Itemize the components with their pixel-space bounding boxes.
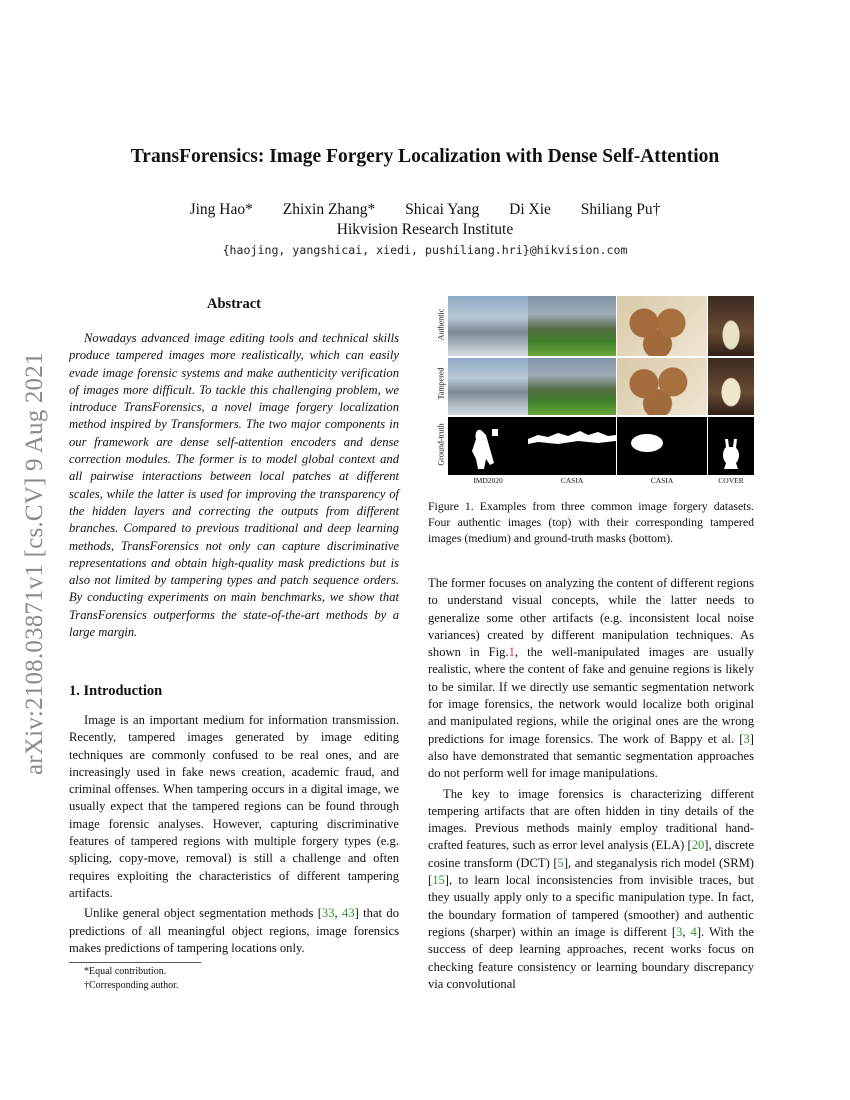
mask-shape — [708, 417, 754, 475]
image-tampered-casia-2 — [617, 358, 707, 415]
mask-shape — [448, 417, 528, 475]
mask-shape — [528, 417, 616, 475]
citation-link[interactable]: 20 — [691, 838, 705, 853]
citation-link[interactable]: 43 — [342, 906, 355, 921]
image-authentic-imd2020 — [448, 296, 528, 356]
column-label: IMD2020 — [473, 476, 503, 485]
figure-caption: Figure 1. Examples from three common image forgery datasets. Four authentic images (top) with their corresponding tampered images (medium) and ground-truth masks (bottom). — [428, 499, 754, 545]
paragraph: Unlike general object segmentation methods [33, 43] that do predictions of all meaningful object regions, image forensics makes predictions of tampering locations only. — [69, 906, 399, 955]
mask-shape — [617, 417, 707, 475]
abstract-text: Nowadays advanced image editing tools and technical skills produce tampered images more realistically, which can easily evade image forensic systems and make authenticity verification of images more difficult. To tackle this challenging problem, we introduce TransForensics, a novel image forgery localization method inspired by Transformers. The two major components in our framework are dense self-attention encoders and dense correction modules. The former is to model global context and all pairwise interactions between local patches at different scales, while the latter is used for improving the transparency of the hidden layers and correcting the outputs from different branches. Compared to previous traditional and deep learning methods, TransForensics not only can capture discriminative representations and obtain high-quality mask predictions but is also not limited by tampering types and patch sequence orders. By conducting experiments on main benchmarks, we show that TransForensics outperforms the state-of-the-art methods by a large margin. — [69, 331, 399, 640]
author-emails: {haojing, yangshicai, xiedi, pushiliang.hri}@hikvision.com — [222, 243, 628, 257]
citation-link[interactable]: 33 — [321, 906, 335, 921]
arxiv-identifier: arXiv:2108.03871v1 [cs.CV] 9 Aug 2021 — [21, 352, 48, 775]
mask-imd2020 — [448, 417, 528, 475]
column-label: CASIA — [650, 476, 674, 485]
citation-link[interactable]: 15 — [432, 873, 445, 888]
paper-title: TransForensics: Image Forgery Localization with Dense Self-Attention — [130, 146, 720, 167]
introduction-body — [69, 712, 399, 957]
paragraph: Image is an important medium for information transmission. Recently, tampered images generated by image editing techniques are commonly confused to be real ones, and are increasingly used in fake news creation, academic fraud, and criminal offenses. When tampering occurs in a digital image, we usually expect that the tampered regions can be found through image forensic analyses. However, capturing discriminative features of tampered regions with multiple forgery types (e.g. splicing, copy-move, removal) is still a challenge and often requires exploiting the characteristics of different tampering artifacts. — [69, 713, 399, 900]
image-authentic-casia-1 — [528, 296, 616, 356]
author: Jing Hao* — [189, 201, 253, 218]
column-label: COVER — [718, 476, 744, 485]
mask-cover — [708, 417, 754, 475]
footnote: *Equal contribution. — [84, 966, 167, 977]
mask-casia-1 — [528, 417, 616, 475]
section-heading-introduction: 1. Introduction — [69, 683, 163, 699]
mask-casia-2 — [617, 417, 707, 475]
paragraph: The former focuses on analyzing the content of different regions to understand visual concepts, while the latter needs to generalize some other artifacts (e.g. inconsistent local noise variances) created by different manipulation techniques. As shown in Fig.1, the well-manipulated images are usually realistic, where the content of fake and genuine regions is likely to be similar. If we directly use semantic segmentation network for image forensics, the network would localize both original and manipulated regions, while the original ones are the wrong predictions for image forensics. The work of Bappy et al. [3] also have demonstrated that semantic segmentation approaches do not perform well for image manipulations. — [428, 576, 754, 781]
abstract-heading: Abstract — [207, 296, 261, 312]
image-authentic-cover — [708, 296, 754, 356]
image-tampered-imd2020 — [448, 358, 528, 415]
row-label-ground-truth: Ground-truth — [436, 423, 446, 466]
row-label-authentic: Authentic — [436, 308, 446, 341]
author: Zhixin Zhang* — [282, 201, 376, 218]
author: Shicai Yang — [405, 201, 480, 218]
footnote: †Corresponding author. — [84, 980, 179, 991]
author: Shiliang Pu† — [580, 201, 661, 218]
figure-1 — [432, 296, 754, 486]
footnote-divider — [69, 962, 201, 963]
institution: Hikvision Research Institute — [336, 221, 514, 238]
citation-link[interactable]: 3 — [676, 924, 683, 939]
citation-link[interactable]: 5 — [557, 855, 564, 870]
author: Di Xie — [509, 201, 551, 218]
figure-ref-link[interactable]: 1 — [508, 645, 515, 660]
image-authentic-casia-2 — [617, 296, 707, 356]
right-column-body — [428, 575, 754, 993]
footnotes — [84, 965, 178, 993]
row-label-tampered: Tampered — [436, 367, 446, 400]
image-tampered-cover — [708, 358, 754, 415]
paragraph: The key to image forensics is characterizing different tempering artifacts that are often hidden in tiny details of the images. Previous methods mainly employ traditional hand-crafted features, such as error level analysis (ELA) [20], discrete cosine transform (DCT) [5], and steganalysis rich model (SRM) [15], to learn local inconsistencies from invisible traces, but they usually apply only to a specific manipulation type. In fact, the boundary formation of tampered (smoother) and authentic regions (sharper) within an image is different [3, 4]. With the success of deep learning approaches, recent works focus on checking feature consistency or learning boundary discrepancy via convolutional — [428, 786, 755, 991]
author-list — [60, 200, 790, 220]
citation-link[interactable]: 3 — [743, 731, 750, 746]
column-label: CASIA — [560, 476, 584, 485]
image-tampered-casia-1 — [528, 358, 616, 415]
citation-link[interactable]: 4 — [690, 924, 697, 939]
